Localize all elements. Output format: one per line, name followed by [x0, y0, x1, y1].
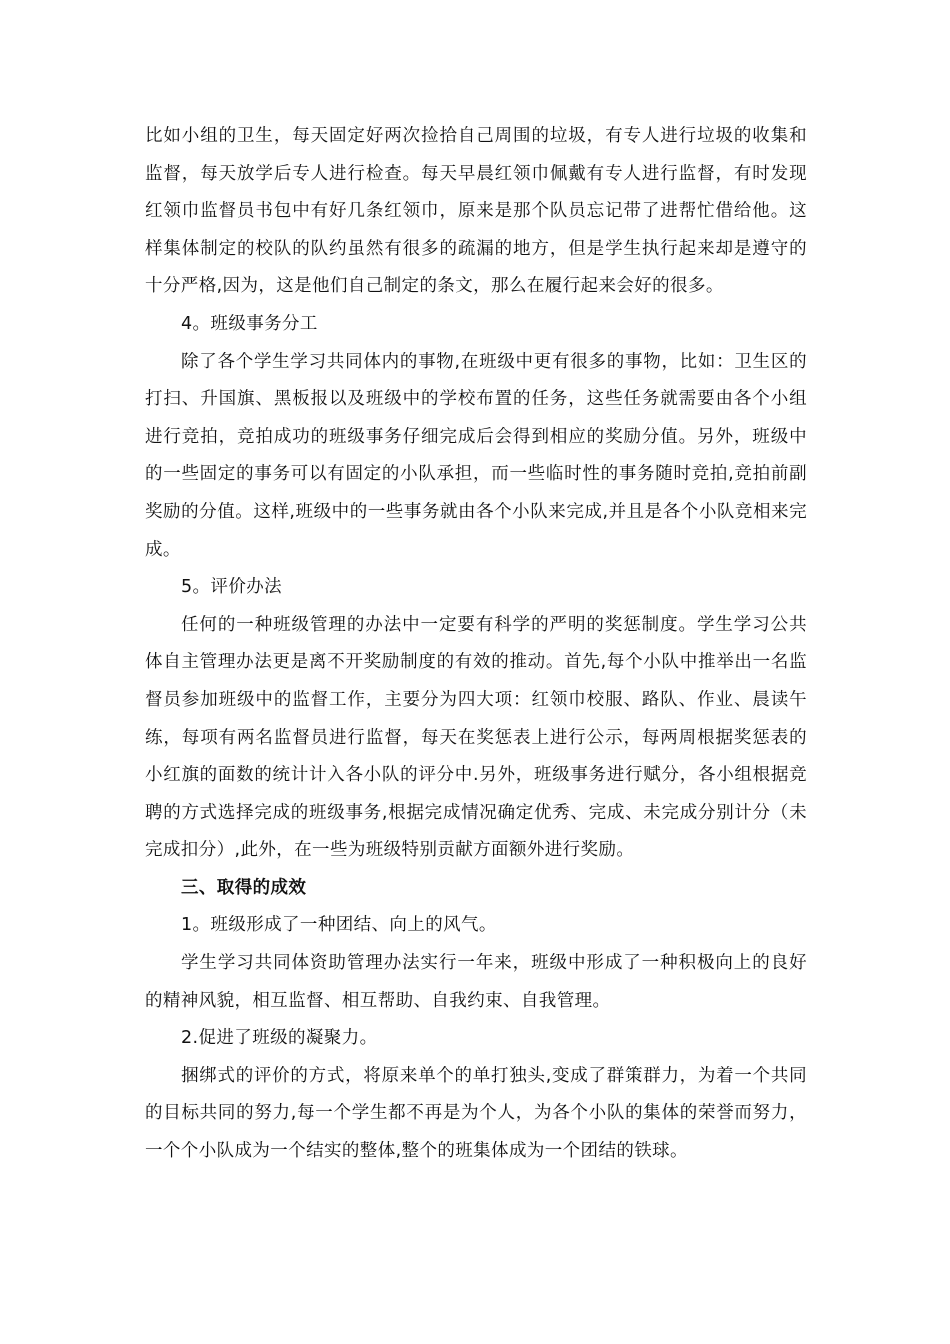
- paragraph-class-atmosphere: 学生学习共同体资助管理办法实行一年来，班级中形成了一种积极向上的良好的精神风貌，相互监督、相互帮助、自我约束、自我管理。: [145, 953, 807, 1011]
- document-page: [145, 118, 807, 1171]
- paragraph-evaluation-method: 任何的一种班级管理的办法中一定要有科学的严明的奖惩制度。学生学习公共体自主管理办法更是离不开奖励制度的有效的推动。首先,每个小队中推举出一名监督员参加班级中的监督工作，主要分为四大项：红领巾校服、路队、作业、晨读午练，每项有两名监督员进行监督，每天在奖惩表上进行公示，每两周根据奖惩表的小红旗的面数的统计计入各小队的评分中.另外，班级事务进行赋分，各小组根据竞聘的方式选择完成的班级事务,根据完成情况确定优秀、完成、未完成分别计分（未完成扣分）,此外，在一些为班级特别贡献方面额外进行奖励。: [145, 614, 807, 861]
- paragraph-class-rules-example: 比如小组的卫生，每天固定好两次捡拾自己周围的垃圾，有专人进行垃圾的收集和监督，每天放学后专人进行检查。每天早晨红领巾佩戴有专人进行监督，有时发现红领巾监督员书包中有好几条红领巾，原来是那个队员忘记带了进帮忙借给他。这样集体制定的校队的队约虽然有很多的疏漏的地方，但是学生执行起来却是遵守的十分严格,因为，这是他们自己制定的条文，那么在履行起来会好的很多。: [145, 126, 807, 297]
- subheading-evaluation-method: 5。评价办法: [181, 577, 283, 598]
- paragraph-class-affairs: 除了各个学生学习共同体内的事物,在班级中更有很多的事物，比如：卫生区的打扫、升国旗、黑板报以及班级中的学校布置的任务，这些任务就需要由各个小组进行竞拍，竞拍成功的班级事务仔细完成后会得到相应的奖励分值。另外，班级中的一些固定的事务可以有固定的小队承担，而一些临时性的事务随时竞拍,竞拍前副奖励的分值。这样,班级中的一些事务就由各个小队来完成,并且是各个小队竞相来完成。: [145, 351, 807, 560]
- paragraph-cohesion: 捆绑式的评价的方式，将原来单个的单打独头,变成了群策群力，为着一个共同的目标共同的努力,每一个学生都不再是为个人，为各个小队的集体的荣誉而努力，一个个小队成为一个结实的整体,整个的班集体成为一个团结的铁球。: [145, 1065, 807, 1162]
- subheading-class-affairs: 4。班级事务分工: [181, 313, 318, 334]
- section-heading-results: 三、取得的成效: [181, 877, 307, 898]
- subheading-class-atmosphere: 1。班级形成了一种团结、向上的风气。: [181, 915, 497, 936]
- subheading-cohesion: 2.促进了班级的凝聚力。: [181, 1028, 378, 1049]
